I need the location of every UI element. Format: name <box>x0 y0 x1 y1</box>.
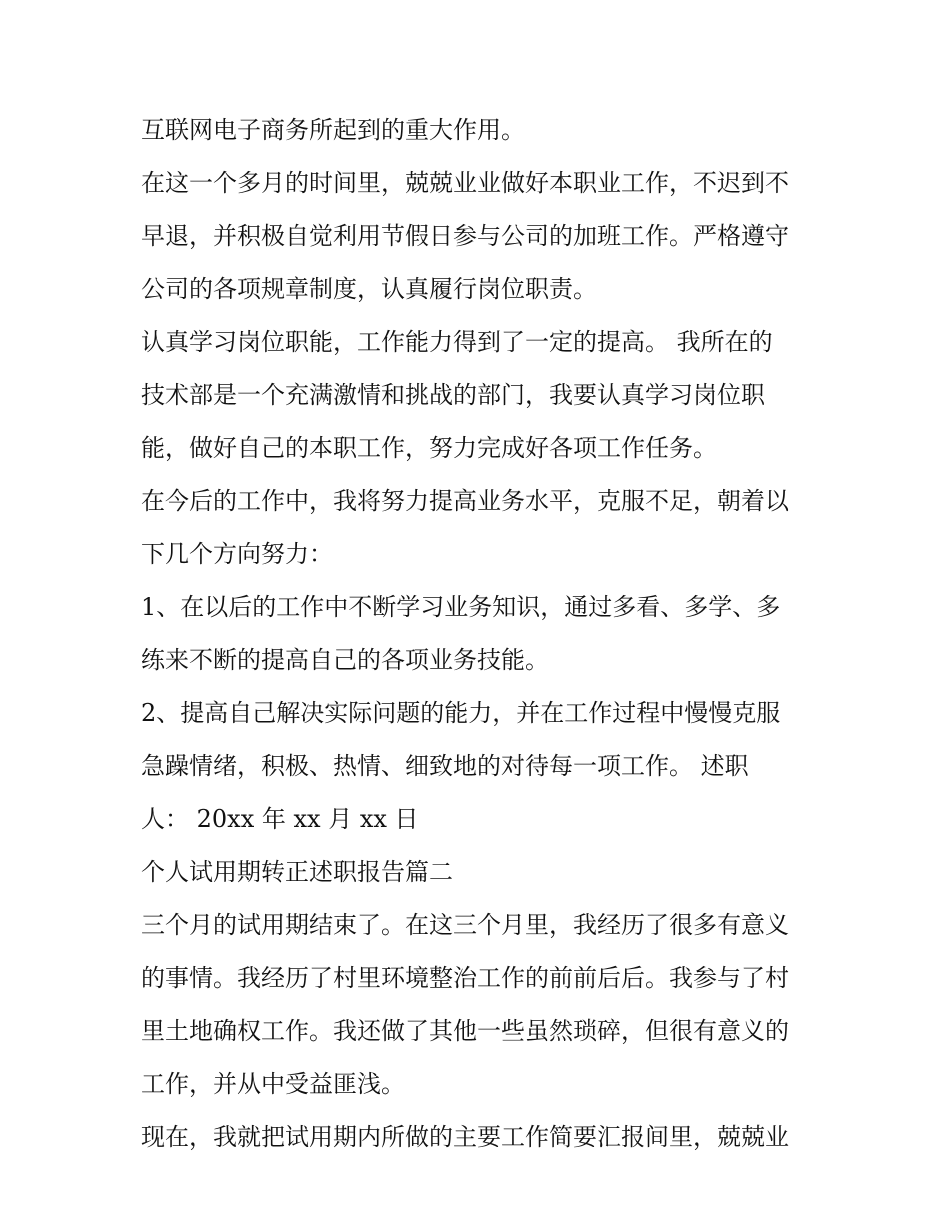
text-line: 里土地确权工作。我还做了其他一些虽然琐碎，但很有意义的 <box>141 1017 789 1045</box>
text-line: 练来不断的提高自己的各项业务技能。 <box>141 646 549 674</box>
text-line: 急躁情绪，积极、热情、细致地的对待每一项工作。 述职 <box>141 752 749 780</box>
section-heading: 个人试用期转正述职报告篇二 <box>141 858 453 886</box>
text-line: 下几个方向努力： <box>141 540 333 568</box>
text-line: 互联网电子商务所起到的重大作用。 <box>141 116 525 144</box>
date-line: 人： 20xx 年 xx 月 xx 日 <box>141 805 419 833</box>
text-line: 2、提高自己解决实际问题的能力，并在工作过程中慢慢克服 <box>141 699 781 727</box>
text-line: 现在，我就把试用期内所做的主要工作简要汇报间里，兢兢业 <box>141 1123 789 1151</box>
text-line: 工作，并从中受益匪浅。 <box>141 1070 405 1098</box>
text-line: 能，做好自己的本职工作，努力完成好各项工作任务。 <box>141 434 717 462</box>
text-line: 公司的各项规章制度，认真履行岗位职责。 <box>141 275 597 303</box>
text-line: 认真学习岗位职能，工作能力得到了一定的提高。 我所在的 <box>141 328 773 356</box>
text-line: 在这一个多月的时间里，兢兢业业做好本职业工作，不迟到不 <box>141 169 789 197</box>
document-page <box>141 104 821 1164</box>
text-line: 三个月的试用期结束了。在这三个月里，我经历了很多有意义 <box>141 911 789 939</box>
text-line: 技术部是一个充满激情和挑战的部门，我要认真学习岗位职 <box>141 381 765 409</box>
text-line: 早退，并积极自觉利用节假日参与公司的加班工作。严格遵守 <box>141 222 789 250</box>
text-line: 的事情。我经历了村里环境整治工作的前前后后。我参与了村 <box>141 964 789 992</box>
text-line: 在今后的工作中，我将努力提高业务水平，克服不足，朝着以 <box>141 487 789 515</box>
text-line: 1、在以后的工作中不断学习业务知识，通过多看、多学、多 <box>141 593 781 621</box>
